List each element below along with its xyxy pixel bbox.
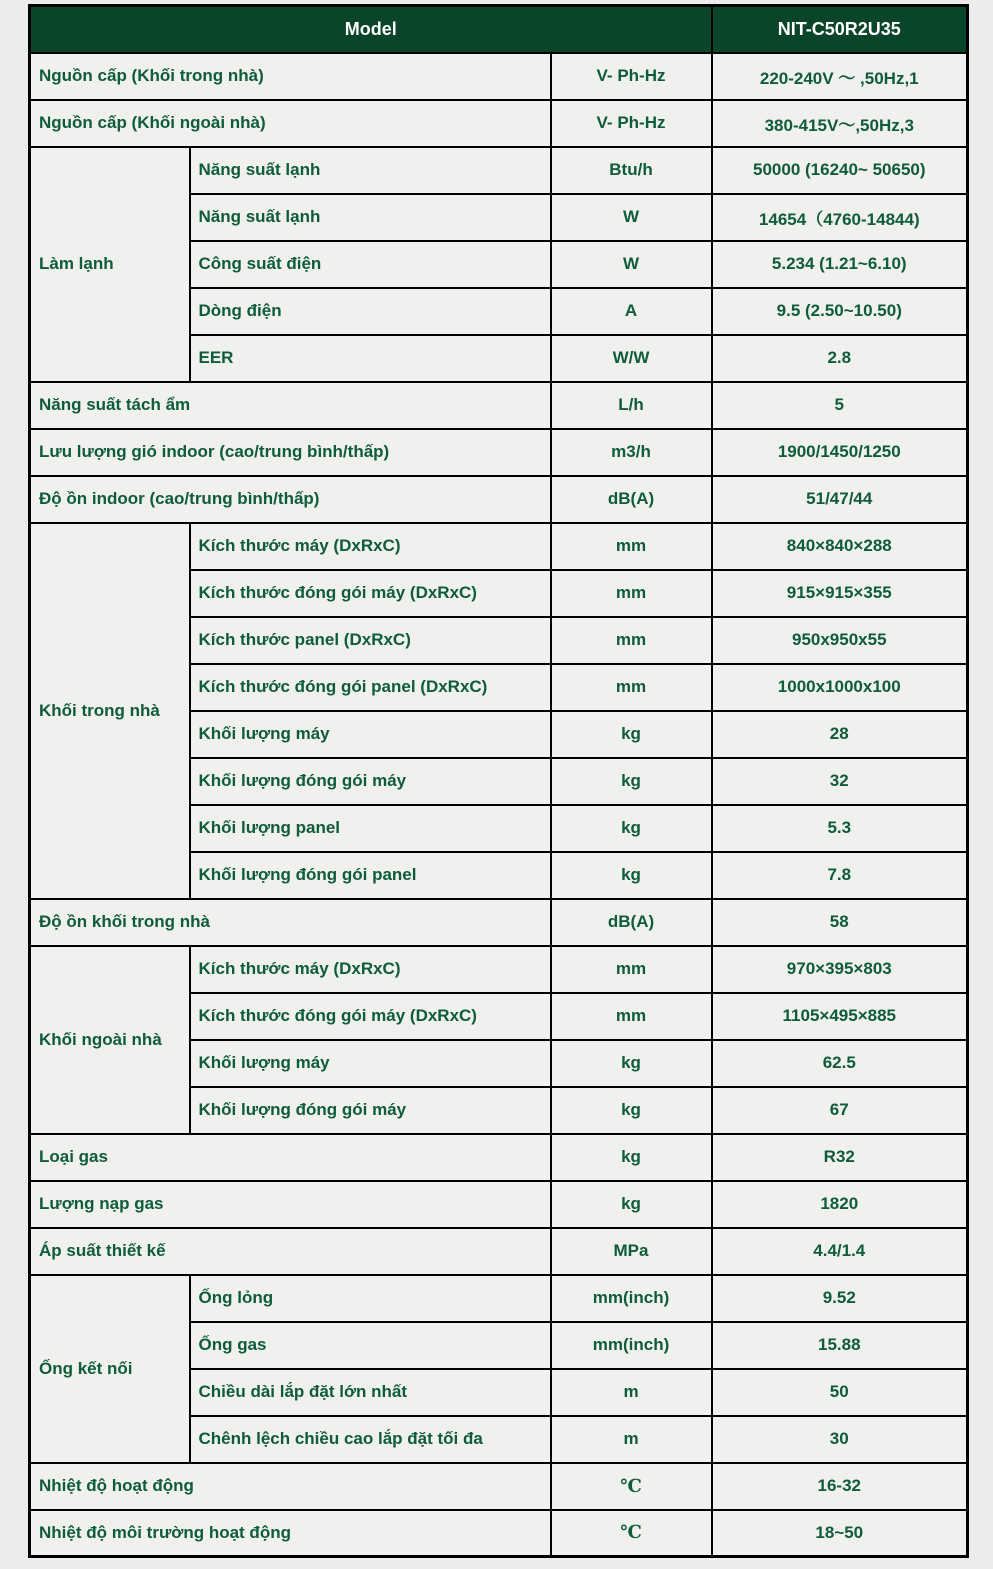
row-unit: mm [551, 570, 712, 617]
row-unit: mm [551, 523, 712, 570]
row-label: Độ ồn khối trong nhà [30, 899, 551, 946]
spec-row [30, 1134, 968, 1181]
row-label: Loại gas [30, 1134, 551, 1181]
row-label: Kích thước đóng gói máy (DxRxC) [190, 570, 551, 617]
row-unit: dB(A) [551, 476, 712, 523]
row-label: Kích thước đóng gói máy (DxRxC) [190, 993, 551, 1040]
row-label: Nhiệt độ hoạt động [30, 1463, 551, 1510]
row-label: Độ ồn indoor (cao/trung bình/thấp) [30, 476, 551, 523]
row-label: Khối lượng đóng gói máy [190, 1087, 551, 1134]
row-label: Ống gas [190, 1322, 551, 1369]
row-unit: mm [551, 993, 712, 1040]
spec-table [28, 4, 969, 1558]
row-value: 9.5 (2.50~10.50) [712, 288, 968, 335]
spec-row [30, 53, 968, 100]
row-unit: L/h [551, 382, 712, 429]
row-value: 32 [712, 758, 968, 805]
row-value: 1105×495×885 [712, 993, 968, 1040]
spec-row [30, 382, 968, 429]
row-unit: kg [551, 711, 712, 758]
row-value: 380-415V～,50Hz,3 [712, 100, 968, 147]
row-label: Kích thước panel (DxRxC) [190, 617, 551, 664]
spec-row [30, 429, 968, 476]
row-unit: V- Ph-Hz [551, 100, 712, 147]
row-label: Áp suất thiết kế [30, 1228, 551, 1275]
row-label: Chênh lệch chiều cao lắp đặt tối đa [190, 1416, 551, 1463]
row-label: Khối lượng đóng gói panel [190, 852, 551, 899]
row-value: 50000 (16240~ 50650) [712, 147, 968, 194]
row-label: Nguồn cấp (Khối trong nhà) [30, 53, 551, 100]
row-unit: ℃ [551, 1510, 712, 1557]
row-unit: kg [551, 852, 712, 899]
row-label: Năng suất tách ẩm [30, 382, 551, 429]
row-unit: MPa [551, 1228, 712, 1275]
row-unit: Btu/h [551, 147, 712, 194]
row-value: 50 [712, 1369, 968, 1416]
spec-row [30, 1181, 968, 1228]
row-unit: kg [551, 758, 712, 805]
row-label: Kích thước máy (DxRxC) [190, 523, 551, 570]
row-label: Nhiệt độ môi trường hoạt động [30, 1510, 551, 1557]
row-label: Khối lượng đóng gói máy [190, 758, 551, 805]
row-unit: V- Ph-Hz [551, 53, 712, 100]
row-value: 18~50 [712, 1510, 968, 1557]
row-value: R32 [712, 1134, 968, 1181]
row-value: 840×840×288 [712, 523, 968, 570]
row-value: 1900/1450/1250 [712, 429, 968, 476]
model-header-label: Model [30, 6, 712, 53]
row-value: 51/47/44 [712, 476, 968, 523]
row-value: 950x950x55 [712, 617, 968, 664]
row-label: Khối lượng panel [190, 805, 551, 852]
row-value: 30 [712, 1416, 968, 1463]
spec-row [30, 1463, 968, 1510]
row-unit: kg [551, 1087, 712, 1134]
row-value: 62.5 [712, 1040, 968, 1087]
row-label: Khối lượng máy [190, 1040, 551, 1087]
row-value: 2.8 [712, 335, 968, 382]
spec-row [30, 946, 968, 993]
row-value: 14654（4760-14844) [712, 194, 968, 241]
row-label: Lưu lượng gió indoor (cao/trung bình/thấp) [30, 429, 551, 476]
row-unit: kg [551, 1134, 712, 1181]
row-unit: kg [551, 1040, 712, 1087]
group-label: Khối trong nhà [30, 523, 190, 899]
row-unit: W/W [551, 335, 712, 382]
row-unit: m3/h [551, 429, 712, 476]
row-label: Năng suất lạnh [190, 147, 551, 194]
row-label: Công suất điện [190, 241, 551, 288]
spec-row [30, 100, 968, 147]
row-label: EER [190, 335, 551, 382]
row-value: 67 [712, 1087, 968, 1134]
spec-row [30, 147, 968, 194]
row-label: Dòng điện [190, 288, 551, 335]
row-unit: mm(inch) [551, 1275, 712, 1322]
row-label: Chiều dài lắp đặt lớn nhất [190, 1369, 551, 1416]
group-label: Làm lạnh [30, 147, 190, 382]
header-row [30, 6, 968, 53]
row-value: 915×915×355 [712, 570, 968, 617]
row-unit: mm(inch) [551, 1322, 712, 1369]
row-value: 28 [712, 711, 968, 758]
row-value: 9.52 [712, 1275, 968, 1322]
row-value: 5 [712, 382, 968, 429]
spec-row [30, 476, 968, 523]
model-header-value: NIT-C50R2U35 [712, 6, 968, 53]
row-label: Năng suất lạnh [190, 194, 551, 241]
spec-row [30, 523, 968, 570]
row-value: 58 [712, 899, 968, 946]
spec-row [30, 1228, 968, 1275]
row-value: 1000x1000x100 [712, 664, 968, 711]
row-label: Nguồn cấp (Khối ngoài nhà) [30, 100, 551, 147]
row-unit: ℃ [551, 1463, 712, 1510]
row-value: 970×395×803 [712, 946, 968, 993]
spec-row [30, 1510, 968, 1557]
row-label: Kích thước đóng gói panel (DxRxC) [190, 664, 551, 711]
row-label: Ống lỏng [190, 1275, 551, 1322]
row-unit: mm [551, 617, 712, 664]
spec-table-body [30, 53, 968, 1557]
spec-row [30, 1275, 968, 1322]
spec-row [30, 899, 968, 946]
row-label: Khối lượng máy [190, 711, 551, 758]
row-value: 7.8 [712, 852, 968, 899]
row-value: 16-32 [712, 1463, 968, 1510]
row-value: 1820 [712, 1181, 968, 1228]
row-value: 15.88 [712, 1322, 968, 1369]
row-unit: kg [551, 805, 712, 852]
row-label: Lượng nạp gas [30, 1181, 551, 1228]
row-unit: mm [551, 946, 712, 993]
row-unit: m [551, 1369, 712, 1416]
row-value: 5.234 (1.21~6.10) [712, 241, 968, 288]
row-value: 4.4/1.4 [712, 1228, 968, 1275]
row-value: 220-240V ～ ,50Hz,1 [712, 53, 968, 100]
row-unit: A [551, 288, 712, 335]
row-unit: dB(A) [551, 899, 712, 946]
row-value: 5.3 [712, 805, 968, 852]
group-label: Ống kết nối [30, 1275, 190, 1463]
row-unit: W [551, 241, 712, 288]
row-unit: m [551, 1416, 712, 1463]
row-unit: W [551, 194, 712, 241]
row-label: Kích thước máy (DxRxC) [190, 946, 551, 993]
row-unit: kg [551, 1181, 712, 1228]
group-label: Khối ngoài nhà [30, 946, 190, 1134]
row-unit: mm [551, 664, 712, 711]
